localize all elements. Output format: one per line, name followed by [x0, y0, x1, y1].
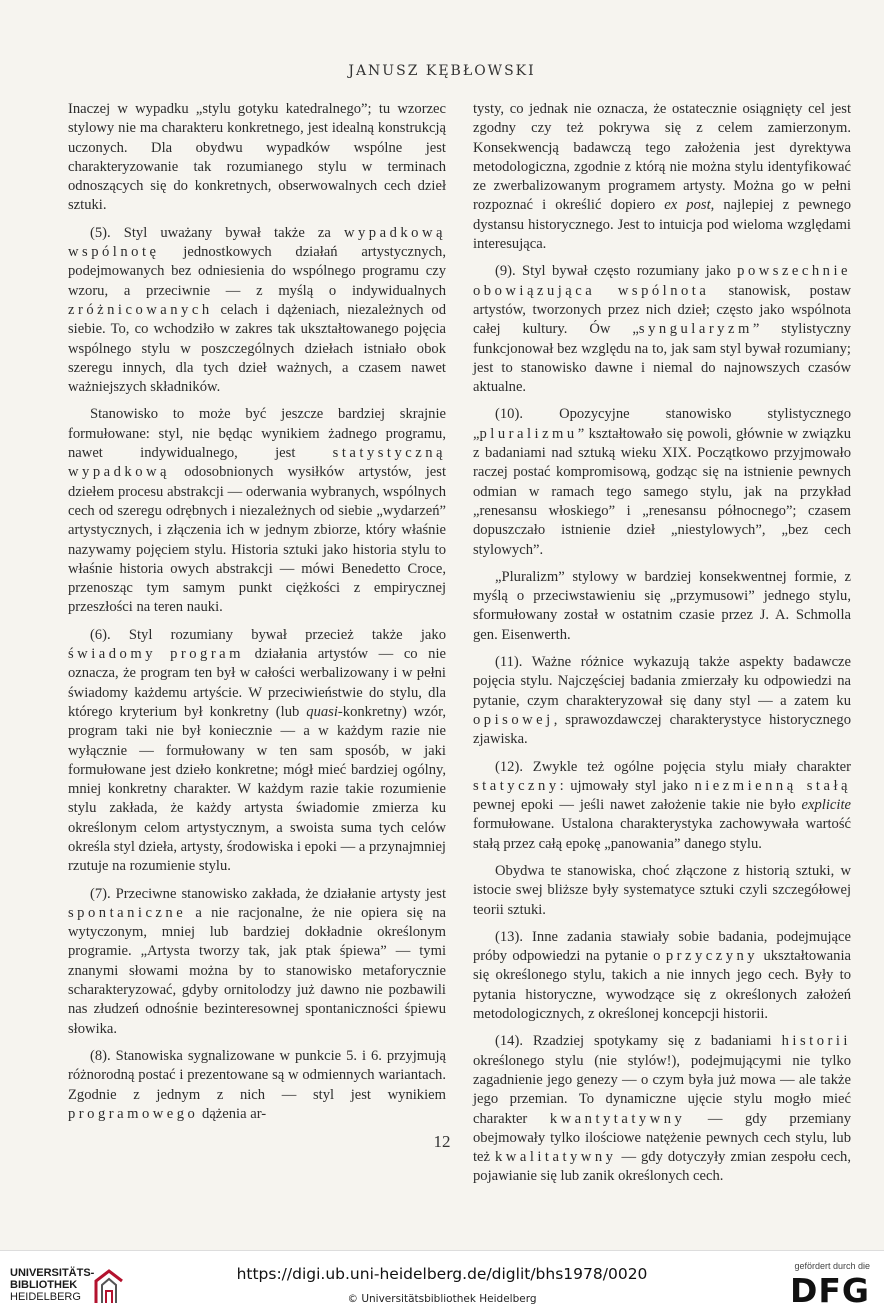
italic-term: explicite	[801, 797, 851, 814]
text-run: -konkretny) wzór, program taki nie był koniecznie — a w każdym razie nie wyłącznie — formułowany w ten sam sposób, w jaki formułowane jest dzieło konkretne; mógł mieć bardziej ogólny, mniej konkretny charakter. W każdym razie takie rozumienie stylu zakłada, że każdy artysta świadomie zmierza ku określonym celom artystycznym, a swoista suma tych celów określa styl dzieła, artysty, środowiska i epoki — a przynajmniej rzutuje na rozumienie stylu.	[68, 703, 446, 875]
paragraph	[68, 405, 446, 617]
running-head: JANUSZ KĘBŁOWSKI	[348, 63, 536, 79]
dfg-logo-text: DFG	[789, 1271, 870, 1310]
paragraph	[473, 1032, 851, 1186]
text-run: (7). Przeciwne stanowisko zakłada, że działanie artysty jest	[90, 885, 446, 902]
viewer-footer	[0, 1250, 884, 1316]
text-run: (13). Inne zadania stawiały sobie badania, podejmujące próby odpowiedzi na pytanie o	[473, 928, 851, 965]
spaced-term: niezmienną stałą	[694, 777, 851, 794]
paragraph	[473, 100, 851, 254]
paragraph	[473, 262, 851, 397]
paragraph	[473, 653, 851, 749]
text-run: stanowisk, postaw artystów, tworzonych przez nich dzieł; często jako wspólnota całej kultury. Ów „	[473, 282, 851, 338]
library-name-line: BIBLIOTHEK	[10, 1279, 78, 1291]
left-column	[68, 100, 446, 1132]
text-run: Stanowisko to może być jeszcze bardziej skrajnie formułowane: styl, nie będąc wynikiem żadnego programu, nawet indywidualnego, jest	[68, 406, 446, 462]
paragraph	[68, 224, 446, 398]
text-run: , najlepiej z pewnego dystansu historycznego. Jest to intuicja pod wieloma względami interesująca.	[473, 197, 851, 253]
spaced-term: pluralizmu	[479, 425, 578, 442]
paragraph	[473, 928, 851, 1024]
text-run: (14). Rzadziej spotykamy się z badaniami	[495, 1033, 772, 1050]
spaced-term: programowego	[68, 1105, 199, 1122]
spaced-term: spontaniczne	[68, 904, 187, 921]
text-run: „Pluralizm” stylowy w bardziej konsekwentnej formie, z myślą o przeciwstawieniu się „przymusowi” jednego stylu, sformułowany został w ostatnim czasie przez J. A. Schmolla gen. Eisenwerth.	[473, 568, 851, 643]
text-run: formułowane. Ustalona charakterystyka zachowywała wartość stałą przez całą epokę „panowania” danego stylu.	[473, 816, 851, 852]
paragraph	[473, 405, 851, 559]
spaced-term: kwalitatywny	[495, 1149, 617, 1166]
paragraph	[473, 758, 851, 854]
paragraph	[68, 1047, 446, 1124]
spaced-term: historii	[781, 1033, 851, 1050]
spaced-term: przyczyny	[665, 948, 759, 965]
spaced-term: zróżnicowanych	[68, 301, 213, 318]
copyright-notice: © Universitätsbibliothek Heidelberg	[347, 1293, 537, 1305]
text-run: ukształtowania się określonego stylu, takich a nie innych jego cech. Były to pytania historyczne, wywodzące się z określonych założeń metodologicznych, z określonej koncepcji historii.	[473, 948, 851, 1023]
text-run: (12). Zwykle też ogólne pojęcia stylu miały charakter	[495, 758, 851, 775]
page-number: 12	[433, 1132, 451, 1151]
text-run: ” stylistyczny funkcjonował bez względu na to, jak sam styl bywał rozumiany; jest to stanowisko dawne i niemal do najnowszych czasów aktualne.	[473, 321, 851, 396]
spaced-term: wypadkową wspólnotę	[68, 224, 446, 261]
text-run: a nie racjonalne, że nie opiera się na wytyczonym, mniej lub bardziej dokładnie określonym programie. „Artysta tworzy tak, jak ptak śpiewa” — tymi znanymi słowami można by to stanowisko metaforycznie scharakteryzować, gdyby ornitolodzy już dawno nie pozbawili nas złudzeń odnośnie bezinteresownej spontaniczności śpiewu słowika.	[68, 904, 446, 1037]
right-column	[473, 100, 851, 1195]
paragraph	[68, 885, 446, 1039]
spaced-term: świadomy program	[68, 646, 245, 663]
text-run: określonego stylu (nie stylów!), podejmującymi nie tylko zagadnienie jego genezy — o czym była już mowa — ale także jego przemian. To dynamiczne ujęcie stylu mogło mieć charakter	[473, 1052, 851, 1127]
text-run: dążenia ar-	[202, 1105, 267, 1122]
spaced-term: kwantytatywny	[549, 1110, 686, 1127]
paragraph	[473, 568, 851, 645]
italic-term: quasi	[306, 703, 338, 720]
text-run: pewnej epoki — jeśli nawet założenie takie nie było	[473, 797, 796, 814]
spaced-term: statystyczną wypadkową	[68, 445, 446, 481]
text-run: (11). Ważne różnice wykazują także aspekty badawcze pojęcia stylu. Najczęściej badania zmierzały ku odpowiedzi na pytanie, czym charakteryzował się dany styl — a zatem ku	[473, 654, 851, 709]
funder-note: gefördert durch die	[794, 1261, 870, 1271]
paragraph	[68, 100, 446, 216]
spaced-term: statyczny	[473, 777, 560, 794]
text-run: (5). Styl uważany bywał także za	[90, 224, 331, 241]
text-run: ” kształtowało się powoli, głównie w związku z badaniami nad sztuką wieku XIX. Początkowo przyjmowało raczej postać kompromisową, godząc się na istnienie pewnych odmian w ramach tego samego stylu, jak na przykład „renesansu włoskiego” i „renesansu północnego”; czasem dopuszczało istnienie dzieł „niestylowych”, „bez cech stylowych”.	[473, 425, 851, 558]
text-run: (10). Opozycyjne stanowisko stylistycznego „	[473, 406, 851, 442]
library-name-line: HEIDELBERG	[10, 1291, 81, 1303]
spaced-term: syngularyzm	[638, 321, 753, 338]
text-run: tysty, co jednak nie oznacza, że ostatecznie osiągnięty cel jest zgodny czy też pokrywa się z celem zamierzonym. Konsekwencją badawczą tego założenia jest dyrektywa metodologiczna, zgodnie z którą nie można stylu identyfikować ze zwerbalizowanym programem artysty. Można go w pełni rozpoznać i określić dopiero	[473, 101, 851, 214]
spaced-term: powszechnie obowiązująca wspólnota	[473, 263, 852, 299]
spaced-term: opisowej	[473, 711, 554, 728]
text-run: : ujmowały styl jako	[559, 777, 688, 794]
funder-logo[interactable]	[770, 1261, 870, 1311]
text-run: Inaczej w wypadku „stylu gotyku katedralnego”; tu wzorzec stylowy nie ma charakteru konkretnego, jest idealną konstrukcją uczonych. Dla obydwu wypadków wspólne jest charakteryzowanie tak rozumianego stylu w terminach odnoszących się do konkretnych, obserwowalnych cech dzieł sztuki.	[68, 101, 446, 214]
permalink-url[interactable]: https://digi.ub.uni-heidelberg.de/diglit/bhs1978/0020	[236, 1265, 648, 1283]
text-run: (8). Stanowiska sygnalizowane w punkcie 5. i 6. przyjmują różnorodną postać i prezentowane są w odmiennych wariantach. Zgodnie z jednym z nich — styl jest wynikiem	[68, 1047, 446, 1103]
text-run: (9). Styl bywał często rozumiany jako	[495, 263, 731, 280]
text-run: (6). Styl rozumiany bywał przecież także jako	[90, 626, 446, 643]
text-run: — gdy dotyczyły zmian zespołu cech, pojawianie się lub zanik określonych cech.	[473, 1149, 851, 1185]
text-run: celach i dążeniach, niezależnych od siebie. To, co wchodziło w zakres tak ukształtowanego pojęcia wspólnego stylu w poszczególnych dziełach istniało obok szeregu innych, dla tych dzieł ważnych, a czasem nawet ważniejszych składników.	[68, 301, 446, 396]
text-run: odosobnionych wysiłków artystów, jest dziełem procesu abstrakcji — oderwania wybranych, wspólnych cech od szeregu odrębnych i niezależnych od siebie „wydarzeń” artystycznych, i złączenia ich w jednym zbiorze, który właśnie nazywamy pojęciem stylu. Historia sztuki jako historia stylu to właśnie historia owych abstrakcji — mówi Benedetto Croce, przenosząc tym samym punkt ciężkości z empirycznej przeszłości na teren nauki.	[68, 464, 446, 616]
text-run: działania artystów — co nie oznacza, że program ten był w całości werbalizowany i w pełni świadomy każdemu artyście. W przeciwieństwie do stylu, dla którego kryterium był konkretny (lub	[68, 646, 446, 720]
text-run: — gdy przemiany obejmowały tylko ilościowe natężenie pewnych cech stylu, lub też	[473, 1110, 852, 1166]
text-run: jednostkowych działań artystycznych, podejmowanych bez odniesienia do wspólnego programu czy wzoru, a przeciwnie — z myślą o indywidualnych	[68, 244, 447, 299]
italic-term: ex post	[664, 197, 711, 214]
library-name-line: UNIVERSITÄTS-	[10, 1267, 95, 1279]
paragraph	[68, 626, 446, 877]
paragraph	[473, 862, 851, 920]
text-run: Obydwa te stanowiska, choć złączone z historią sztuki, w istocie swej bliższe były systematyce sztuki czyli szczegółowej teorii sztuki.	[473, 862, 851, 918]
text-run: , sprawozdawczej charakterystyce historycznego zjawiska.	[473, 711, 851, 748]
